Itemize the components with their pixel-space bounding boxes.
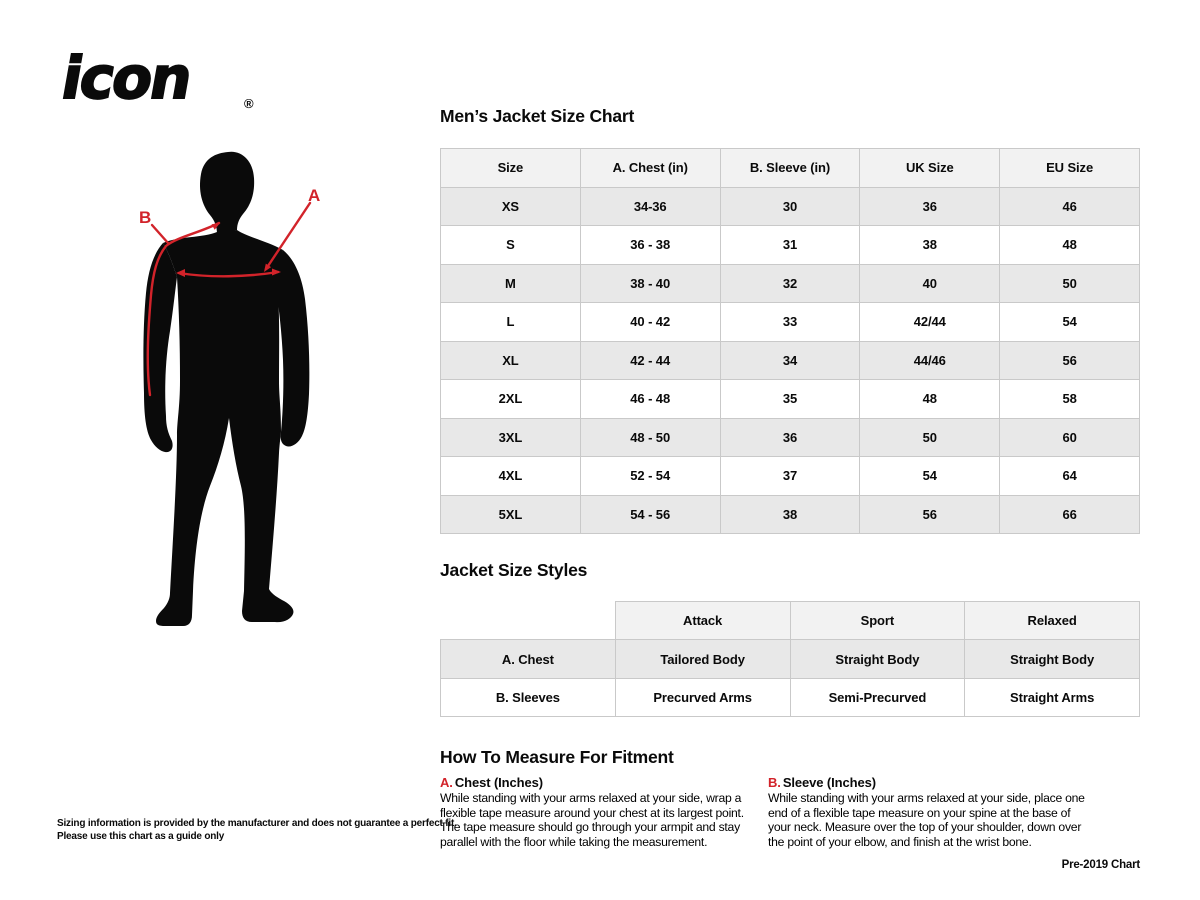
table-cell: 42/44: [860, 303, 1000, 342]
disclaimer-line-2: Please use this chart as a guide only: [57, 830, 225, 842]
column-header: Relaxed: [965, 602, 1140, 640]
table-row: [441, 418, 1140, 457]
blank-corner-cell: [441, 602, 616, 640]
table-cell: XS: [441, 187, 581, 226]
table-cell: 50: [860, 418, 1000, 457]
chart-version: Pre-2019 Chart: [1061, 859, 1140, 871]
size-table: [440, 148, 1140, 534]
table-cell: 33: [720, 303, 860, 342]
table-cell: 2XL: [441, 380, 581, 419]
table-cell: 60: [1000, 418, 1140, 457]
table-cell: 3XL: [441, 418, 581, 457]
table-cell: 35: [720, 380, 860, 419]
table-cell: 48: [860, 380, 1000, 419]
measure-chest-section: [440, 775, 764, 849]
measure-chest-heading: [440, 775, 764, 790]
table-cell: 38: [720, 495, 860, 534]
column-header: Sport: [790, 602, 965, 640]
measure-sleeve-section: [768, 775, 1092, 849]
table-cell: L: [441, 303, 581, 342]
figure-label-a: A: [308, 186, 321, 205]
table-cell: 64: [1000, 457, 1140, 496]
measure-sleeve-text: While standing with your arms relaxed at your side, place one end of a flexible tape measure on your spine at the base of your neck. Measure over the top of your shoulder, down over the point of your elbow, and finish at the wrist bone.: [768, 791, 1085, 849]
column-header: Attack: [615, 602, 790, 640]
silhouette-svg: [125, 145, 335, 635]
table-cell: 46 - 48: [580, 380, 720, 419]
table-cell: 50: [1000, 264, 1140, 303]
table-cell: 56: [860, 495, 1000, 534]
column-header: B. Sleeve (in): [720, 149, 860, 188]
table-cell: 4XL: [441, 457, 581, 496]
table-cell: 66: [1000, 495, 1140, 534]
table-cell: M: [441, 264, 581, 303]
size-chart-title: Men’s Jacket Size Chart: [440, 106, 635, 126]
column-header: EU Size: [1000, 149, 1140, 188]
table-row: [441, 678, 1140, 716]
table-cell: A. Chest: [441, 640, 616, 678]
registered-mark: ®: [244, 96, 254, 111]
table-cell: Straight Arms: [965, 678, 1140, 716]
measure-title: How To Measure For Fitment: [440, 747, 674, 767]
silhouette-head: [200, 152, 254, 234]
table-cell: B. Sleeves: [441, 678, 616, 716]
table-cell: Straight Body: [965, 640, 1140, 678]
silhouette-body: [156, 230, 293, 626]
table-cell: 48 - 50: [580, 418, 720, 457]
column-header: A. Chest (in): [580, 149, 720, 188]
table-cell: 36: [860, 187, 1000, 226]
size-header-row: [441, 149, 1140, 188]
table-cell: 40: [860, 264, 1000, 303]
disclaimer: [57, 818, 457, 843]
table-cell: 37: [720, 457, 860, 496]
table-row: [441, 457, 1140, 496]
table-cell: 34-36: [580, 187, 720, 226]
logo-text: icon: [56, 48, 197, 112]
styles-header-row: [441, 602, 1140, 640]
table-cell: 44/46: [860, 341, 1000, 380]
icon-logo-svg: [52, 48, 262, 114]
table-cell: 5XL: [441, 495, 581, 534]
table-row: [441, 187, 1140, 226]
table-cell: 36 - 38: [580, 226, 720, 265]
table-cell: Semi-Precurved: [790, 678, 965, 716]
table-cell: 54: [1000, 303, 1140, 342]
figure-label-b: B: [139, 208, 152, 227]
table-cell: 38: [860, 226, 1000, 265]
table-cell: 32: [720, 264, 860, 303]
measure-letter-a: A.: [440, 775, 453, 790]
table-cell: 38 - 40: [580, 264, 720, 303]
measure-grid: [440, 775, 1100, 849]
size-table-head: [441, 149, 1140, 188]
table-cell: XL: [441, 341, 581, 380]
table-cell: 36: [720, 418, 860, 457]
measure-sleeve-heading: [768, 775, 1092, 790]
table-cell: 54: [860, 457, 1000, 496]
table-cell: 40 - 42: [580, 303, 720, 342]
table-row: [441, 226, 1140, 265]
icon-logo: [52, 48, 262, 114]
table-cell: 34: [720, 341, 860, 380]
measure-letter-b: B.: [768, 775, 781, 790]
styles-table-head: [441, 602, 1140, 640]
table-cell: 52 - 54: [580, 457, 720, 496]
table-cell: 56: [1000, 341, 1140, 380]
b-pointer-line: [152, 225, 168, 243]
table-cell: 48: [1000, 226, 1140, 265]
table-row: [441, 380, 1140, 419]
table-cell: 30: [720, 187, 860, 226]
table-row: [441, 495, 1140, 534]
column-header: Size: [441, 149, 581, 188]
table-cell: Tailored Body: [615, 640, 790, 678]
table-cell: Straight Body: [790, 640, 965, 678]
table-row: [441, 303, 1140, 342]
table-cell: 42 - 44: [580, 341, 720, 380]
column-header: UK Size: [860, 149, 1000, 188]
disclaimer-line-1: Sizing information is provided by the manufacturer and does not guarantee a perfect fit.: [57, 818, 457, 829]
styles-title: Jacket Size Styles: [440, 560, 588, 580]
styles-table-body: [441, 640, 1140, 717]
table-cell: 58: [1000, 380, 1140, 419]
table-row: [441, 640, 1140, 678]
measure-sleeve-label: Sleeve (Inches): [782, 775, 876, 790]
table-cell: Precurved Arms: [615, 678, 790, 716]
styles-table: [440, 601, 1140, 717]
table-row: [441, 264, 1140, 303]
measure-chest-text: While standing with your arms relaxed at your side, wrap a flexible tape measure around your chest at its largest point. The tape measure should go through your armpit and stay parallel with the floor while taking the measurement.: [440, 791, 744, 849]
male-silhouette-figure: [125, 145, 335, 635]
size-table-body: [441, 187, 1140, 534]
measure-chest-label: Chest (Inches): [454, 775, 543, 790]
table-cell: 46: [1000, 187, 1140, 226]
table-cell: 54 - 56: [580, 495, 720, 534]
table-row: [441, 341, 1140, 380]
table-cell: S: [441, 226, 581, 265]
table-cell: 31: [720, 226, 860, 265]
